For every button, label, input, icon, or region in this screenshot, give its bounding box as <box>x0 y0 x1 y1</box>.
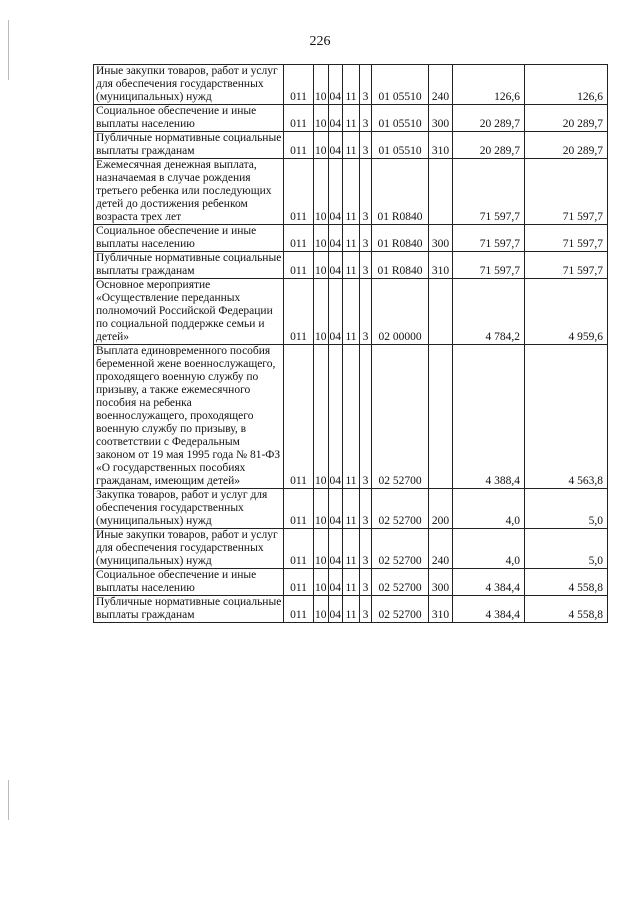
subsection-code: 04 <box>328 105 343 132</box>
page-number: 226 <box>309 34 331 49</box>
subprogram-code: 3 <box>360 489 372 529</box>
subprogram-code: 3 <box>360 345 372 489</box>
section-code: 10 <box>314 132 329 159</box>
amount-year-2: 20 289,7 <box>525 105 608 132</box>
table-row <box>94 596 608 623</box>
row-name: Публичные нормативные социальные выплаты гражданам <box>94 252 284 279</box>
table-row <box>94 105 608 132</box>
target-article-code: 01 05510 <box>372 105 429 132</box>
amount-year-2: 71 597,7 <box>525 225 608 252</box>
ministry-code: 011 <box>284 132 314 159</box>
expense-type-code: 300 <box>429 105 453 132</box>
subprogram-code: 3 <box>360 225 372 252</box>
expense-type-code: 310 <box>429 252 453 279</box>
subprogram-code: 3 <box>360 132 372 159</box>
table-row <box>94 225 608 252</box>
scan-edge-mark <box>8 780 9 820</box>
table-row <box>94 569 608 596</box>
subprogram-code: 3 <box>360 596 372 623</box>
subprogram-code: 3 <box>360 569 372 596</box>
row-name: Основное мероприятие «Осуществление переданных полномочий Российской Федерации по социальной поддержке семьи и детей» <box>94 279 284 345</box>
ministry-code: 011 <box>284 225 314 252</box>
program-code: 11 <box>343 225 360 252</box>
section-code: 10 <box>314 529 329 569</box>
amount-year-1: 71 597,7 <box>453 225 525 252</box>
amount-year-1: 20 289,7 <box>453 132 525 159</box>
target-article-code: 02 52700 <box>372 489 429 529</box>
amount-year-2: 5,0 <box>525 489 608 529</box>
program-code: 11 <box>343 105 360 132</box>
ministry-code: 011 <box>284 65 314 105</box>
subsection-code: 04 <box>328 279 343 345</box>
ministry-code: 011 <box>284 159 314 225</box>
ministry-code: 011 <box>284 345 314 489</box>
amount-year-1: 4 384,4 <box>453 569 525 596</box>
row-name: Закупка товаров, работ и услуг для обеспечения государственных (муниципальных) нужд <box>94 489 284 529</box>
row-name: Публичные нормативные социальные выплаты гражданам <box>94 132 284 159</box>
ministry-code: 011 <box>284 489 314 529</box>
target-article-code: 02 52700 <box>372 569 429 596</box>
subsection-code: 04 <box>328 345 343 489</box>
program-code: 11 <box>343 132 360 159</box>
budget-table <box>93 64 608 623</box>
section-code: 10 <box>314 569 329 596</box>
row-name: Выплата единовременного пособия беременной жене военнослужащего, проходящего военную службу по призыву, а также ежемесячного пособия на ребенка военнослужащего, проходящего военную службу по призыву, в соответствии с Федеральным законом от 19 мая 1995 года № 81-ФЗ «О государственных пособиях гражданам, имеющим детей» <box>94 345 284 489</box>
amount-year-1: 4,0 <box>453 529 525 569</box>
expense-type-code: 310 <box>429 132 453 159</box>
target-article-code: 02 52700 <box>372 345 429 489</box>
target-article-code: 02 52700 <box>372 596 429 623</box>
program-code: 11 <box>343 65 360 105</box>
amount-year-2: 126,6 <box>525 65 608 105</box>
target-article-code: 01 R0840 <box>372 252 429 279</box>
section-code: 10 <box>314 596 329 623</box>
subsection-code: 04 <box>328 65 343 105</box>
row-name: Иные закупки товаров, работ и услуг для обеспечения государственных (муниципальных) нужд <box>94 65 284 105</box>
amount-year-2: 4 558,8 <box>525 569 608 596</box>
amount-year-2: 4 558,8 <box>525 596 608 623</box>
program-code: 11 <box>343 529 360 569</box>
subsection-code: 04 <box>328 596 343 623</box>
program-code: 11 <box>343 596 360 623</box>
row-name: Социальное обеспечение и иные выплаты населению <box>94 569 284 596</box>
amount-year-1: 4 784,2 <box>453 279 525 345</box>
amount-year-2: 20 289,7 <box>525 132 608 159</box>
ministry-code: 011 <box>284 529 314 569</box>
program-code: 11 <box>343 345 360 489</box>
expense-type-code: 300 <box>429 225 453 252</box>
expense-type-code: 300 <box>429 569 453 596</box>
section-code: 10 <box>314 252 329 279</box>
row-name: Иные закупки товаров, работ и услуг для обеспечения государственных (муниципальных) нужд <box>94 529 284 569</box>
subsection-code: 04 <box>328 225 343 252</box>
amount-year-1: 126,6 <box>453 65 525 105</box>
section-code: 10 <box>314 159 329 225</box>
amount-year-2: 4 959,6 <box>525 279 608 345</box>
section-code: 10 <box>314 489 329 529</box>
subprogram-code: 3 <box>360 159 372 225</box>
amount-year-1: 4,0 <box>453 489 525 529</box>
subprogram-code: 3 <box>360 529 372 569</box>
subsection-code: 04 <box>328 159 343 225</box>
amount-year-2: 71 597,7 <box>525 252 608 279</box>
expense-type-code: 200 <box>429 489 453 529</box>
subprogram-code: 3 <box>360 65 372 105</box>
target-article-code: 01 R0840 <box>372 159 429 225</box>
subprogram-code: 3 <box>360 105 372 132</box>
section-code: 10 <box>314 279 329 345</box>
ministry-code: 011 <box>284 596 314 623</box>
subsection-code: 04 <box>328 489 343 529</box>
amount-year-2: 4 563,8 <box>525 345 608 489</box>
row-name: Ежемесячная денежная выплата, назначаемая в случае рождения третьего ребенка или последующих детей до достижения ребенком возраста трех лет <box>94 159 284 225</box>
amount-year-2: 71 597,7 <box>525 159 608 225</box>
subsection-code: 04 <box>328 252 343 279</box>
ministry-code: 011 <box>284 569 314 596</box>
expense-type-code: 240 <box>429 65 453 105</box>
table-row <box>94 279 608 345</box>
target-article-code: 02 00000 <box>372 279 429 345</box>
target-article-code: 02 52700 <box>372 529 429 569</box>
table-row <box>94 252 608 279</box>
table-row <box>94 159 608 225</box>
expense-type-code <box>429 279 453 345</box>
program-code: 11 <box>343 252 360 279</box>
amount-year-1: 4 384,4 <box>453 596 525 623</box>
ministry-code: 011 <box>284 279 314 345</box>
table-row <box>94 132 608 159</box>
program-code: 11 <box>343 159 360 225</box>
ministry-code: 011 <box>284 105 314 132</box>
target-article-code: 01 05510 <box>372 65 429 105</box>
program-code: 11 <box>343 279 360 345</box>
table-row <box>94 529 608 569</box>
table-row <box>94 489 608 529</box>
table-row <box>94 65 608 105</box>
amount-year-1: 71 597,7 <box>453 159 525 225</box>
amount-year-1: 20 289,7 <box>453 105 525 132</box>
expense-type-code <box>429 345 453 489</box>
subsection-code: 04 <box>328 529 343 569</box>
ministry-code: 011 <box>284 252 314 279</box>
subsection-code: 04 <box>328 132 343 159</box>
row-name: Социальное обеспечение и иные выплаты населению <box>94 105 284 132</box>
section-code: 10 <box>314 65 329 105</box>
expense-type-code: 240 <box>429 529 453 569</box>
amount-year-2: 5,0 <box>525 529 608 569</box>
table-row <box>94 345 608 489</box>
expense-type-code <box>429 159 453 225</box>
program-code: 11 <box>343 569 360 596</box>
section-code: 10 <box>314 345 329 489</box>
section-code: 10 <box>314 105 329 132</box>
scan-edge-mark <box>8 20 9 80</box>
target-article-code: 01 05510 <box>372 132 429 159</box>
target-article-code: 01 R0840 <box>372 225 429 252</box>
row-name: Публичные нормативные социальные выплаты гражданам <box>94 596 284 623</box>
subprogram-code: 3 <box>360 252 372 279</box>
program-code: 11 <box>343 489 360 529</box>
amount-year-1: 71 597,7 <box>453 252 525 279</box>
subprogram-code: 3 <box>360 279 372 345</box>
amount-year-1: 4 388,4 <box>453 345 525 489</box>
subsection-code: 04 <box>328 569 343 596</box>
expense-type-code: 310 <box>429 596 453 623</box>
row-name: Социальное обеспечение и иные выплаты населению <box>94 225 284 252</box>
section-code: 10 <box>314 225 329 252</box>
